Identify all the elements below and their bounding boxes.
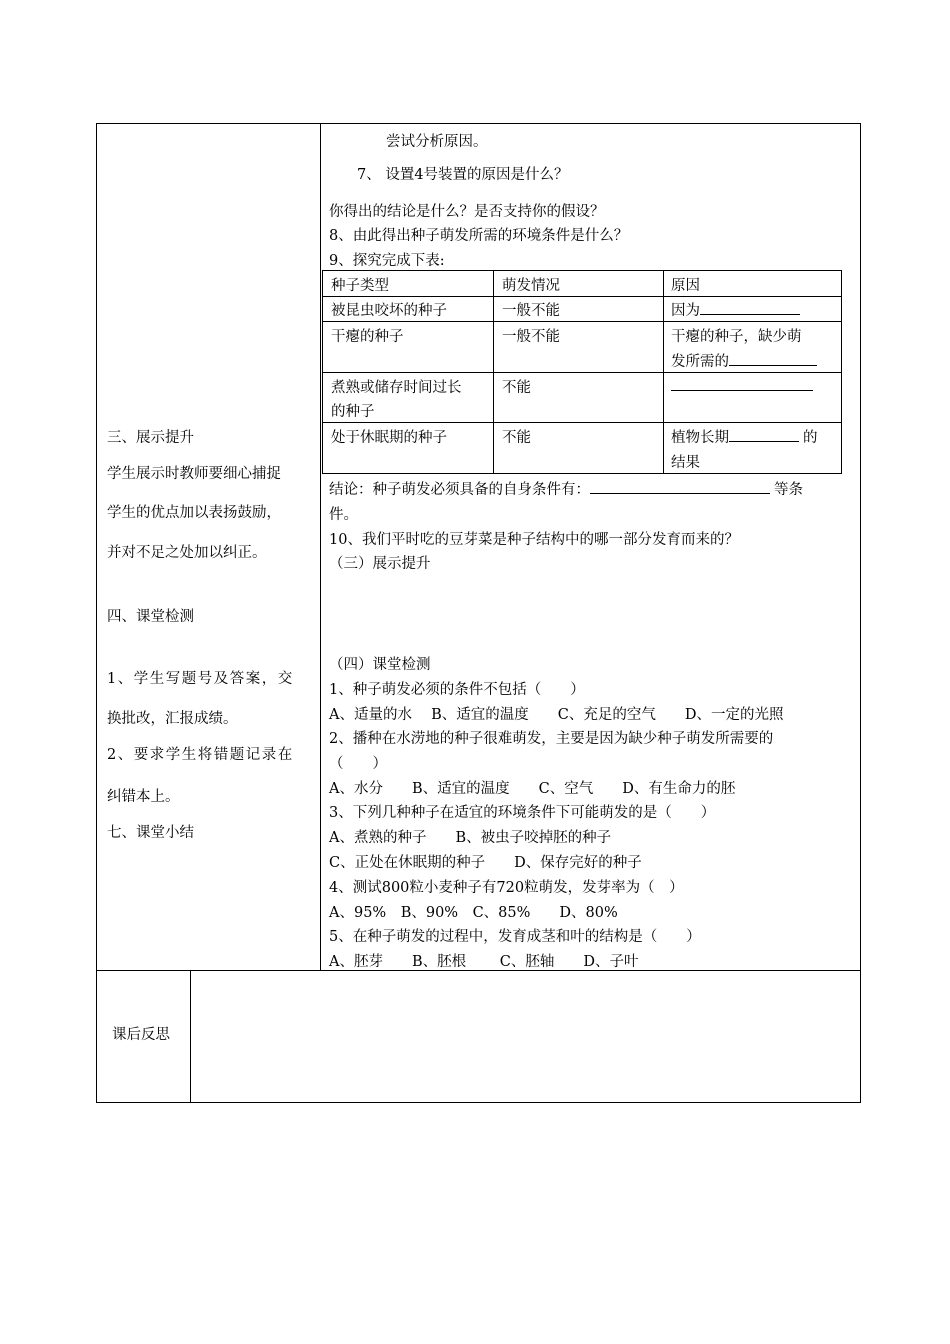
reason-text: 植物长期 [671,430,729,446]
inner-table-line [322,270,842,271]
quiz-question: 4、测试800粒小麦种子有720粒萌发，发芽率为（ ） [329,880,684,896]
outer-bottom-border [96,1102,861,1103]
footer-divider [190,970,191,1103]
reason-text: 的 [803,430,818,446]
answer-blank [671,376,813,391]
table-cell [671,350,817,371]
left-section-4-title: 四、课堂检测 [107,609,194,625]
quiz-question: 5、在种子萌发的过程中，发育成茎和叶的结构是（ ） [329,929,701,945]
question-8: 8、由此得出种子萌发所需的环境条件是什么？ [329,228,629,244]
quiz-options: C、正处在休眠期的种子 D、保存完好的种子 [329,855,642,871]
reflection-label: 课后反思 [112,1027,170,1043]
conclusion-question: 你得出的结论是什么？是否支持你的假设？ [329,204,605,220]
table-header-type: 种子类型 [331,278,389,294]
table-cell: 的种子 [331,404,375,420]
left-text: 2、要求学生将错题记录在 [107,747,294,763]
left-text: 并对不足之处加以纠正。 [107,545,267,561]
quiz-question: 2、播种在水涝地的种子很难萌发，主要是因为缺少种子萌发所需要的 [329,731,774,747]
table-cell: 干瘪的种子，缺少萌 [671,329,802,345]
table-cell: 一般不能 [502,329,560,345]
inner-table-line [322,270,323,474]
answer-blank [700,300,800,315]
inner-table-line [322,372,842,373]
inner-table-line [322,296,842,297]
conclusion-line [329,478,803,499]
quiz-options: A、煮熟的种子 B、被虫子咬掉胚的种子 [329,830,612,846]
left-section-3-title: 三、展示提升 [107,430,194,446]
inner-table-line [841,270,842,474]
table-cell: 结果 [671,455,700,471]
inner-table-line [663,270,664,474]
quiz-question-cont: （ ） [329,756,387,772]
left-text: 学生的优点加以表扬鼓励， [107,505,281,521]
quiz-question: 3、下列几种种子在适宜的环境条件下可能萌发的是（ ） [329,805,716,821]
quiz-options: A、胚芽 B、胚根 C、胚轴 D、子叶 [329,954,639,970]
table-cell: 干瘪的种子 [331,329,404,345]
table-header-status: 萌发情况 [502,278,560,294]
inner-table-line [322,321,842,322]
left-text: 学生展示时教师要细心捕捉 [107,466,281,482]
table-cell [671,426,818,447]
left-text: 纠错本上。 [107,789,180,805]
table-cell: 不能 [502,380,531,396]
left-text: 1、学生写题号及答案，交 [107,671,294,687]
table-header-reason: 原因 [671,278,700,294]
table-cell: 被昆虫咬坏的种子 [331,303,447,319]
quiz-options: A、水分 B、适宜的温度 C、空气 D、有生命力的胚 [329,781,736,797]
answer-blank [729,351,817,366]
analysis-line: 尝试分析原因。 [386,134,488,150]
answer-blank [729,427,799,442]
left-text: 换批改，汇报成绩。 [107,711,238,727]
section-4-heading: （四）课堂检测 [329,657,431,673]
conclusion-text: 结论：种子萌发必须具备的自身条件有： [329,482,590,498]
quiz-question: 1、种子萌发必须的条件不包括（ ） [329,682,585,698]
quiz-options: A、适量的水 B、适宜的温度 C、充足的空气 D、一定的光照 [329,707,784,723]
section-3-heading: （三）展示提升 [329,556,431,572]
table-cell: 处于休眠期的种子 [331,430,447,446]
question-9: 9、探究完成下表: [329,253,445,269]
table-cell [671,376,813,395]
conclusion-line-2: 件。 [329,507,358,523]
question-10: 10、我们平时吃的豆芽菜是种子结构中的哪一部分发育而来的？ [329,532,739,548]
reason-text: 发所需的 [671,354,729,370]
left-section-7-title: 七、课堂小结 [107,825,194,841]
table-cell [671,299,800,320]
table-cell: 不能 [502,430,531,446]
table-cell: 煮熟或储存时间过长 [331,380,462,396]
table-cell: 一般不能 [502,303,560,319]
outer-left-border [96,123,97,1103]
reason-text: 因为 [671,303,700,319]
column-divider [320,123,321,971]
conclusion-text: 等条 [774,482,803,498]
answer-blank [590,479,770,494]
inner-table-line [493,270,494,474]
inner-table-line [322,422,842,423]
outer-top-border [96,123,861,124]
inner-table-line [322,473,842,474]
outer-right-border [860,123,861,1103]
quiz-options: A、95% B、90% C、85% D、80% [329,905,618,921]
question-7: 7、 设置4号装置的原因是什么？ [357,167,569,183]
